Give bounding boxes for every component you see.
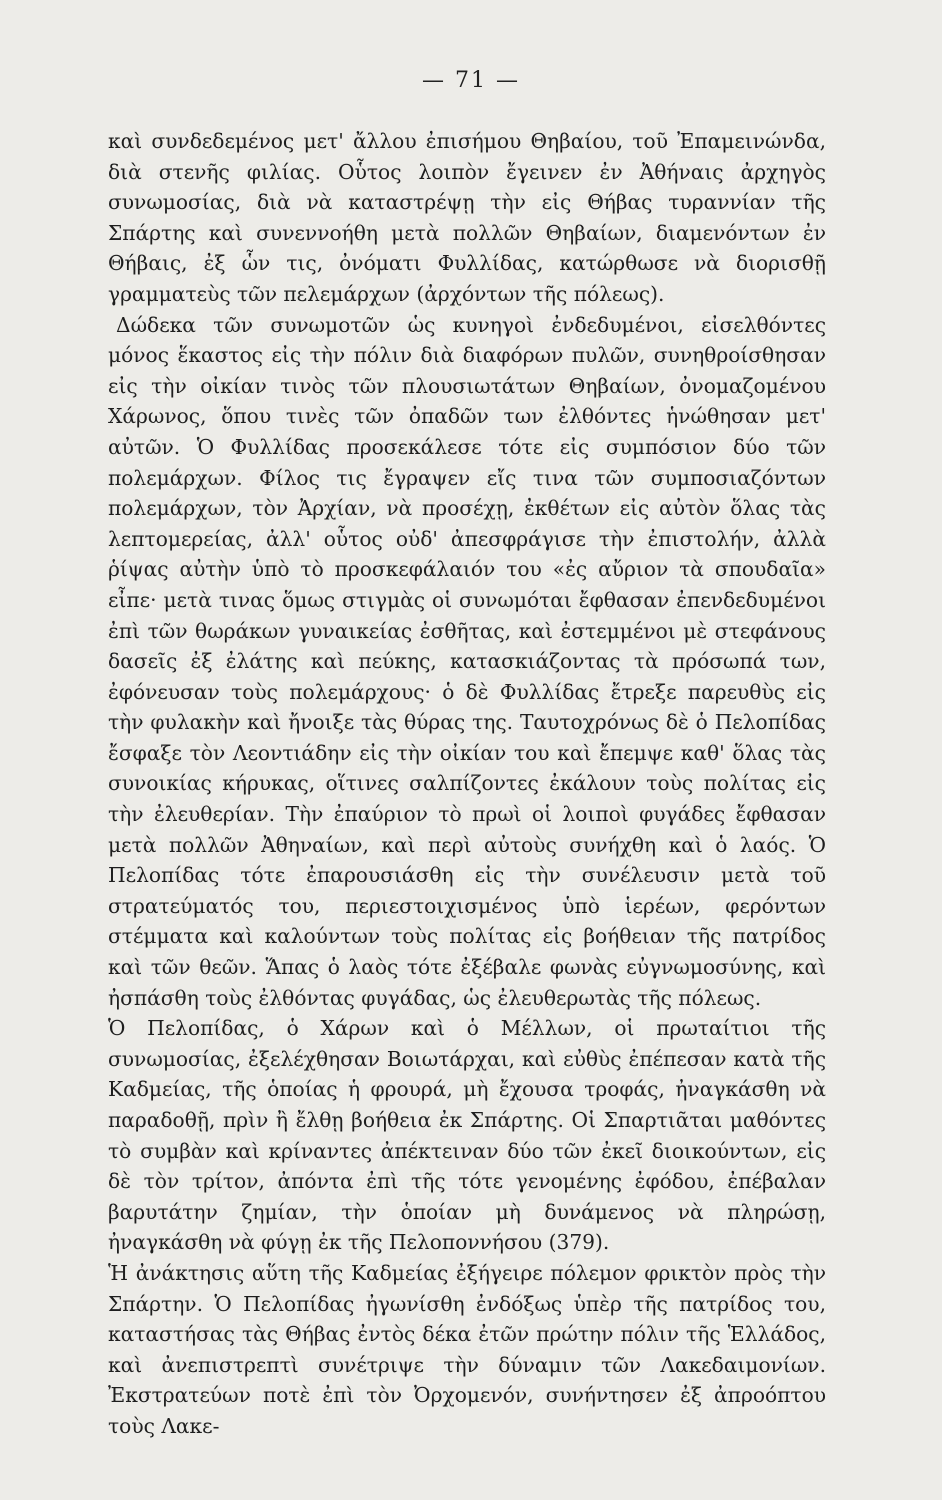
body-text <box>108 126 826 1442</box>
page-number: — 71 — <box>422 68 520 93</box>
paragraph-2: Δώδεκα τῶν συνωμοτῶν ὡς κυνηγοὶ ἐνδεδυμένοι, εἰσελθόντες μόνος ἕκαστος εἰς τὴν πόλιν διὰ διαφόρων πυλῶν, συνηθροίσθησαν εἰς τὴν οἰκίαν τινὸς τῶν πλουσιωτάτων Θηβαίων, ὀνομαζομένου Χάρωνος, ὅπου τινὲς τῶν ὀπαδῶν των ἐλθόντες ἡνώθησαν μετ' αὐτῶν. Ὁ Φυλλίδας προσεκάλεσε τότε εἰς συμπόσιον δύο τῶν πολεμάρχων. Φίλος τις ἔγραψεν εἴς τινα τῶν συμποσιαζόντων πολεμάρχων, τὸν Ἀρχίαν, νὰ προσέχῃ, ἐκθέτων εἰς αὐτὸν ὅλας τὰς λεπτομερείας, ἀλλ' οὗτος οὐδ' ἀπεσφράγισε τὴν ἐπιστολήν, ἀλλὰ ῥίψας αὐτὴν ὑπὸ τὸ προσκεφάλαιόν του «ἐς αὔριον τὰ σπουδαῖα» εἶπε· μετὰ τινας ὅμως στιγμὰς οἱ συνωμόται ἔφθασαν ἐπενδεδυμένοι ἐπὶ τῶν θωράκων γυναικείας ἐσθῆτας, καὶ ἐστεμμένοι μὲ στεφάνους δασεῖς ἐξ ἐλάτης καὶ πεύκης, κατασκιάζοντας τὰ πρόσωπά των, ἐφόνευσαν τοὺς πολεμάρχους· ὁ δὲ Φυλλίδας ἔτρεξε παρευθὺς εἰς τὴν φυλακὴν καὶ ἤνοιξε τὰς θύρας της. Ταυτοχρόνως δὲ ὁ Πελοπίδας ἔσφαξε τὸν Λεοντιάδην εἰς τὴν οἰκίαν του καὶ ἔπεμψε καθ' ὅλας τὰς συνοικίας κήρυκας, οἵτινες σαλπίζοντες ἐκάλουν τοὺς πολίτας εἰς τὴν ἐλευθερίαν. Τὴν ἐπαύριον τὸ πρωὶ οἱ λοιποὶ φυγάδες ἔφθασαν μετὰ πολλῶν Ἀθηναίων, καὶ περὶ αὐτοὺς συνήχθη καὶ ὁ λαός. Ὁ Πελοπίδας τότε ἐπαρουσιάσθη εἰς τὴν συνέλευσιν μετὰ τοῦ στρατεύματός του, περιεστοιχισμένος ὑπὸ ἱερέων, φερόντων στέμματα καὶ καλούντων τοὺς πολίτας εἰς βοήθειαν τῆς πατρίδος καὶ τῶν θεῶν. Ἅπας ὁ λαὸς τότε ἐξέβαλε φωνὰς εὐγνωμοσύνης, καὶ ἠσπάσθη τοὺς ἐλθόντας φυγάδας, ὡς ἐλευθερωτὰς τῆς πόλεως. <box>108 312 826 1010</box>
paragraph-1: καὶ συνδεδεμένος μετ' ἄλλου ἐπισήμου Θηβαίου, τοῦ Ἐπαμεινώνδα, διὰ στενῆς φιλίας. Οὗτος λοιπὸν ἔγεινεν ἐν Ἀθήναις ἀρχηγὸς συνωμοσίας, διὰ νὰ καταστρέψῃ τὴν εἰς Θήβας τυραννίαν τῆς Σπάρτης καὶ συνεννοήθη μετὰ πολλῶν Θηβαίων, διαμενόντων ἐν Θήβαις, ἐξ ὧν τις, ὀνόματι Φυλλίδας, κατώρθωσε νὰ διορισθῇ γραμματεὺς τῶν πελεμάρχων (ἀρχόντων τῆς πόλεως). <box>108 129 826 306</box>
paragraph-3: Ὁ Πελοπίδας, ὁ Χάρων καὶ ὁ Μέλλων, οἱ πρωταίτιοι τῆς συνωμοσίας, ἐξελέχθησαν Βοιωτάρχαι, καὶ εὐθὺς ἐπέπεσαν κατὰ τῆς Καδμείας, τῆς ὁποίας ἡ φρουρά, μὴ ἔχουσα τροφάς, ἠναγκάσθη νὰ παραδοθῇ, πρὶν ἢ ἔλθῃ βοήθεια ἐκ Σπάρτης. Οἱ Σπαρτιᾶται μαθόντες τὸ συμβὰν καὶ κρίναντες ἀπέκτειναν δύο τῶν ἐκεῖ διοικούντων, εἰς δὲ τὸν τρίτον, ἀπόντα ἐπὶ τῆς τότε γενομένης ἐφόδου, ἐπέβαλαν βαρυτάτην ζημίαν, τὴν ὁποίαν μὴ δυνάμενος νὰ πληρώσῃ, ἠναγκάσθη νὰ φύγῃ ἐκ τῆς Πελοποννήσου (379). <box>108 1016 826 1255</box>
paragraph-4: Ἡ ἀνάκτησις αὕτη τῆς Καδμείας ἐξήγειρε πόλεμον φρικτὸν πρὸς τὴν Σπάρτην. Ὁ Πελοπίδας ἠγωνίσθη ἐνδόξως ὑπὲρ τῆς πατρίδος του, καταστήσας τὰς Θήβας ἐντὸς δέκα ἐτῶν πρώτην πόλιν τῆς Ἑλλάδος, καὶ ἀνεπιστρεπτὶ συνέτριψε τὴν δύναμιν τῶν Λακεδαιμονίων. Ἐκστρατεύων ποτὲ ἐπὶ τὸν Ὀρχομενόν, συνήντησεν ἐξ ἀπροόπτου τοὺς Λακε- <box>108 1260 826 1438</box>
